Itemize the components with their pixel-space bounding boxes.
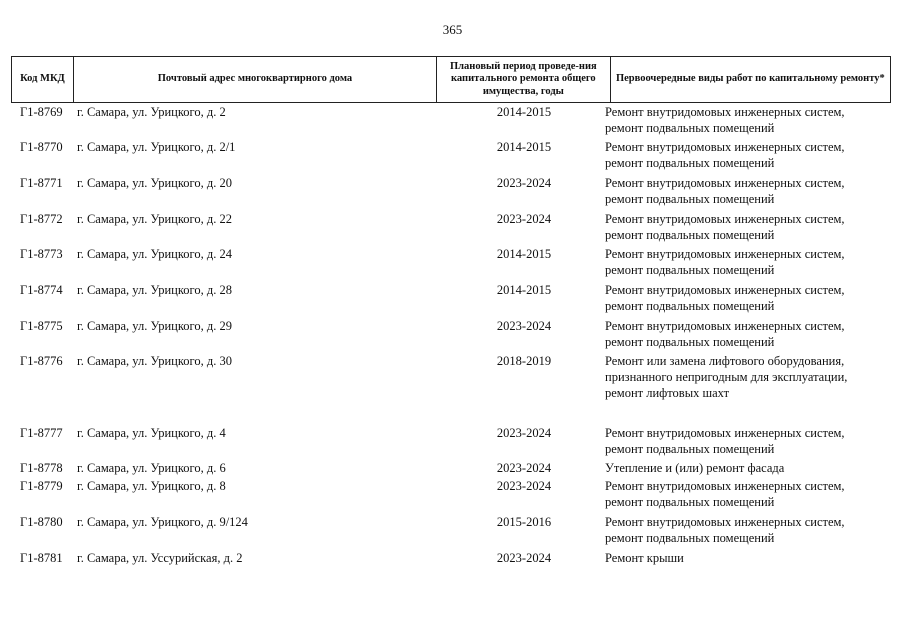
row-period: 2014-2015 (496, 105, 552, 119)
row-code: Г1-8772 (20, 212, 63, 226)
row-period: 2014-2015 (496, 283, 552, 297)
row-period: 2015-2016 (496, 515, 552, 529)
header-address: Почтовый адрес многоквартирного дома (74, 57, 437, 102)
row-works-line: Ремонт внутридомовых инженерных систем, (605, 212, 845, 226)
row-address: г. Самара, ул. Урицкого, д. 29 (77, 319, 232, 333)
row-works-line: ремонт подвальных помещений (605, 121, 775, 135)
row-code: Г1-8769 (20, 105, 63, 119)
row-works (605, 175, 891, 207)
row-address: г. Самара, ул. Урицкого, д. 24 (77, 247, 232, 261)
row-works-line: Утепление и (или) ремонт фасада (605, 461, 785, 475)
row-works-line: ремонт подвальных помещений (605, 299, 775, 313)
row-code: Г1-8781 (20, 551, 63, 565)
row-works-line: Ремонт внутридомовых инженерных систем, (605, 105, 845, 119)
row-works (605, 353, 891, 401)
row-works-line: ремонт подвальных помещений (605, 495, 775, 509)
row-period: 2023-2024 (496, 551, 552, 565)
row-address: г. Самара, ул. Урицкого, д. 6 (77, 461, 226, 475)
row-works (605, 550, 891, 566)
row-period: 2014-2015 (496, 140, 552, 154)
row-works-line: Ремонт или замена лифтового оборудования, (605, 354, 845, 368)
row-works-line: Ремонт внутридомовых инженерных систем, (605, 479, 845, 493)
row-code: Г1-8771 (20, 176, 63, 190)
header-code: Код МКД (12, 57, 74, 102)
row-code: Г1-8774 (20, 283, 63, 297)
row-works (605, 211, 891, 243)
row-address: г. Самара, ул. Урицкого, д. 22 (77, 212, 232, 226)
row-address: г. Самара, ул. Урицкого, д. 8 (77, 479, 226, 493)
row-period: 2023-2024 (496, 479, 552, 493)
row-code: Г1-8773 (20, 247, 63, 261)
row-code: Г1-8770 (20, 140, 63, 154)
row-code: Г1-8778 (20, 461, 63, 475)
row-works-line: ремонт подвальных помещений (605, 531, 775, 545)
row-period: 2023-2024 (496, 319, 552, 333)
row-period: 2023-2024 (496, 212, 552, 226)
header-works: Первоочередные виды работ по капитальному ремонту* (615, 73, 885, 85)
row-works-line: признанного непригодным для эксплуатации, (605, 370, 848, 384)
row-code: Г1-8776 (20, 354, 63, 368)
row-address: г. Самара, ул. Урицкого, д. 2/1 (77, 140, 236, 154)
row-address: г. Самара, ул. Урицкого, д. 20 (77, 176, 232, 190)
row-period: 2014-2015 (496, 247, 552, 261)
row-works-line: ремонт подвальных помещений (605, 192, 775, 206)
row-address: г. Самара, ул. Урицкого, д. 9/124 (77, 515, 248, 529)
row-address: г. Самара, ул. Урицкого, д. 30 (77, 354, 232, 368)
row-works-line: Ремонт внутридомовых инженерных систем, (605, 515, 845, 529)
row-works-line: ремонт подвальных помещений (605, 228, 775, 242)
row-works (605, 425, 891, 457)
row-address: г. Самара, ул. Урицкого, д. 4 (77, 426, 226, 440)
row-address: г. Самара, ул. Урицкого, д. 28 (77, 283, 232, 297)
row-works (605, 246, 891, 278)
row-works (605, 139, 891, 171)
row-code: Г1-8775 (20, 319, 63, 333)
row-period: 2023-2024 (496, 461, 552, 475)
row-works-line: Ремонт внутридомовых инженерных систем, (605, 247, 845, 261)
header-period: Плановый период проведе-ния капитального ремонта общего имущества, годы (437, 57, 611, 102)
row-works-line: ремонт подвальных помещений (605, 263, 775, 277)
row-works-line: Ремонт крыши (605, 551, 684, 565)
row-works-line: Ремонт внутридомовых инженерных систем, (605, 140, 845, 154)
row-code: Г1-8777 (20, 426, 63, 440)
row-works-line: ремонт лифтовых шахт (605, 386, 730, 400)
row-address: г. Самара, ул. Уссурийская, д. 2 (77, 551, 243, 565)
row-works (605, 318, 891, 350)
row-works-line: ремонт подвальных помещений (605, 156, 775, 170)
row-code: Г1-8779 (20, 479, 63, 493)
row-works (605, 460, 891, 476)
row-works (605, 514, 891, 546)
row-works-line: Ремонт внутридомовых инженерных систем, (605, 176, 845, 190)
row-works (605, 282, 891, 314)
row-works-line: Ремонт внутридомовых инженерных систем, (605, 283, 845, 297)
row-address: г. Самара, ул. Урицкого, д. 2 (77, 105, 226, 119)
row-works (605, 104, 891, 136)
row-period: 2023-2024 (496, 176, 552, 190)
page-number: 365 (442, 22, 463, 37)
row-period: 2018-2019 (496, 354, 552, 368)
row-works-line: Ремонт внутридомовых инженерных систем, (605, 319, 845, 333)
row-code: Г1-8780 (20, 515, 63, 529)
row-works-line: ремонт подвальных помещений (605, 335, 775, 349)
row-works-line: Ремонт внутридомовых инженерных систем, (605, 426, 845, 440)
row-works (605, 478, 891, 510)
table-header (11, 56, 891, 103)
row-period: 2023-2024 (496, 426, 552, 440)
row-works-line: ремонт подвальных помещений (605, 442, 775, 456)
